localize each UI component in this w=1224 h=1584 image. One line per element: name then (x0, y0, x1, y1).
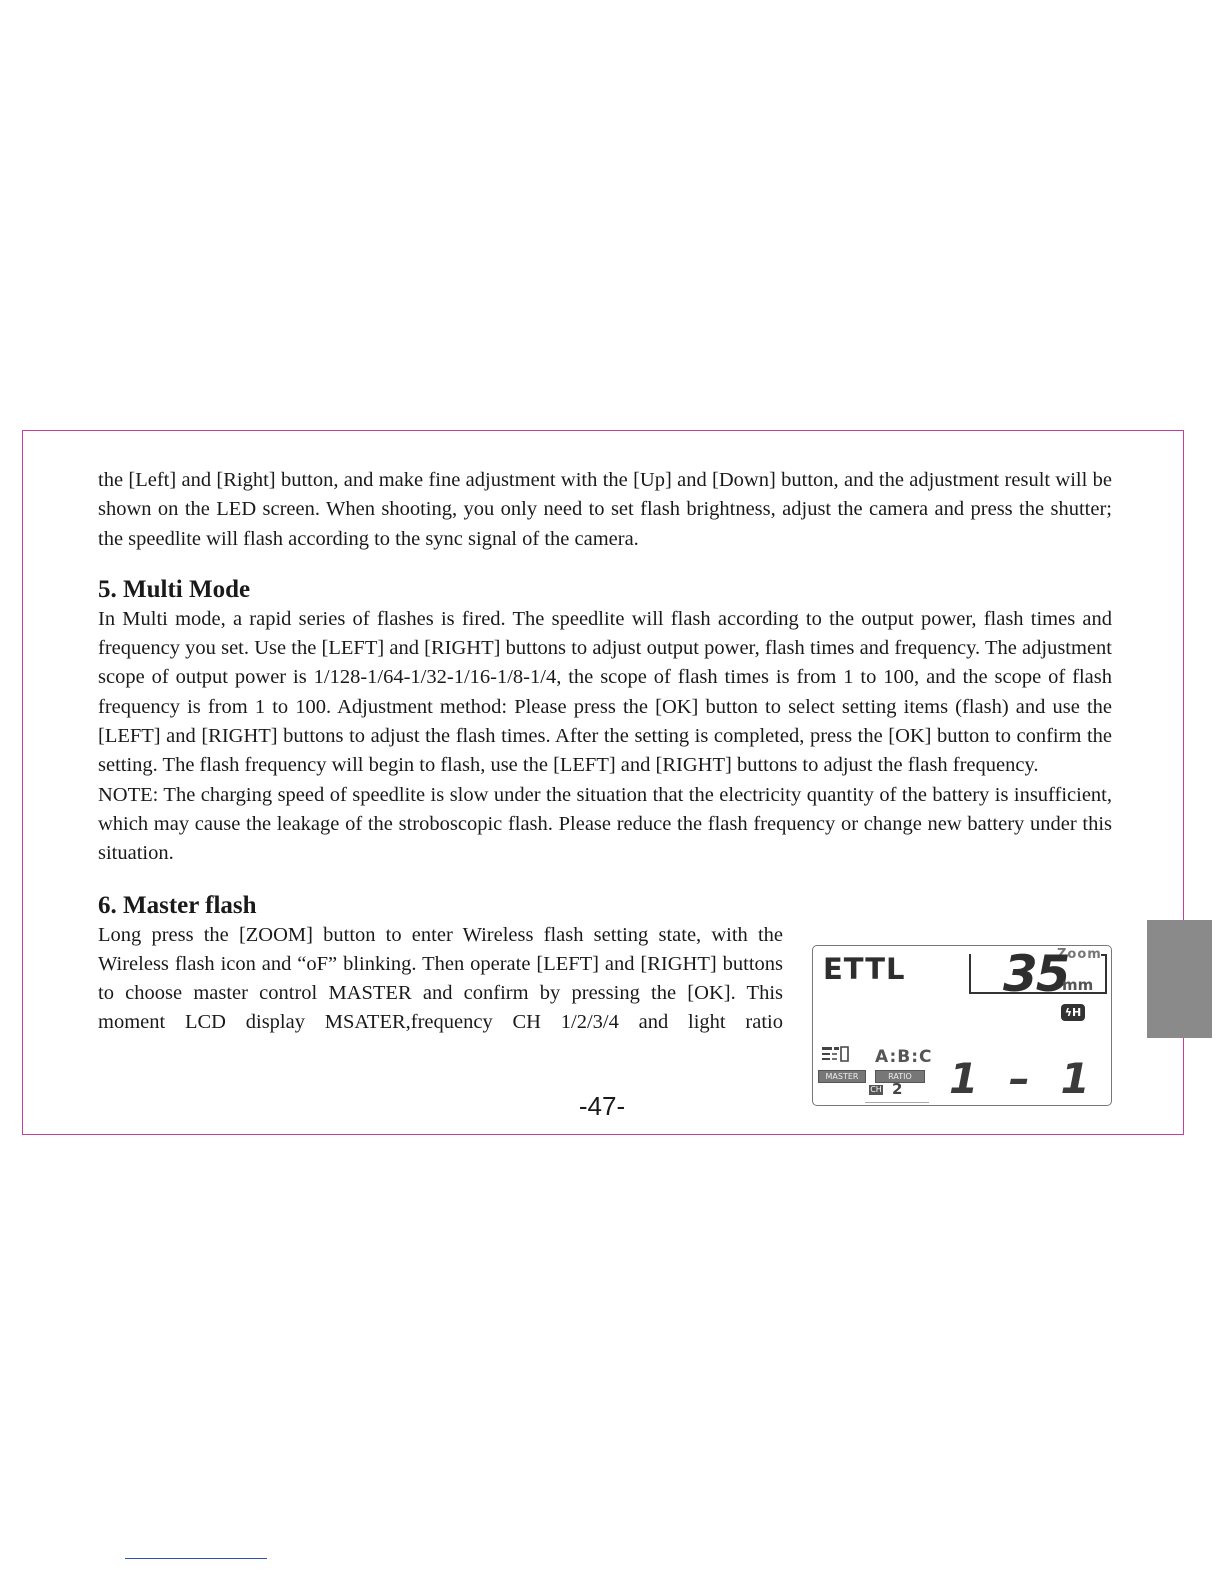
section-paragraph: Long press the [ZOOM] button to enter Wireless flash setting state, with the Wireless flash icon and “oF” blinking. Then operate [LEFT] and [RIGHT] buttons to choose master control MASTER and confirm by pressing the [OK]. This moment LCD display MSATER,frequency CH 1/2/3/4 and light ratio (98, 923, 783, 1034)
lcd-mode: ETTL (823, 952, 906, 986)
section-multi-mode (98, 575, 1112, 869)
section-paragraph: In Multi mode, a rapid series of flashes is fired. The speedlite will flash according to the output power, flash times and frequency you set. Use the [LEFT] and [RIGHT] buttons to adjust output power, flash times and frequency. The adjustment scope of output power is 1/128-1/64-1/32-1/16-1/8-1/4, the scope of flash times is from 1 to 100, and the scope of flash frequency is from 1 to 100. Adjustment method: Please press the [OK] button to select setting items (flash) and use the [LEFT] and [RIGHT] buttons to adjust the flash times. After the setting is completed, press the [OK] button to confirm the setting. The flash frequency will begin to flash, use the [LEFT] and [RIGHT] buttons to adjust the flash frequency. (98, 607, 1112, 777)
section-heading: 5. Multi Mode (98, 575, 251, 603)
lcd-ratio: A:B:C (875, 1047, 933, 1067)
lcd-master-tag: MASTER (818, 1070, 866, 1083)
lcd-channel-tag: CH (870, 1085, 882, 1094)
lcd-illustration (812, 945, 1112, 1106)
lcd-zoom-label: Zoom (1057, 947, 1102, 962)
note-paragraph: NOTE: The charging speed of speedlite is slow under the situation that the electricity quantity of the battery is insufficient, which may cause the leakage of the stroboscopic flash. Please reduce the flash frequency or change new battery under this situation. (98, 783, 1112, 865)
lcd-zoom-value: 35 (1003, 945, 1069, 1003)
hss-icon: ϟH (1061, 1004, 1085, 1021)
page-number: -47- (578, 1091, 626, 1121)
lcd-zoom-unit: mm (1062, 976, 1094, 994)
lcd-divider (865, 1102, 929, 1103)
lcd-zoom-bracket-right (1101, 954, 1107, 994)
section-heading: 6. Master flash (98, 891, 257, 919)
bottom-rule (125, 1558, 267, 1559)
intro-paragraph: the [Left] and [Right] button, and make fine adjustment with the [Up] and [Down] button, and the adjustment result will be shown on the LED screen. When shooting, you only need to set flash brightness, adjust the camera and press the shutter; the speedlite will flash according to the sync signal of the camera. (98, 469, 1112, 550)
lcd-group-value: 1 – 1 (949, 1054, 1098, 1103)
section-master-flash (98, 891, 783, 1038)
wireless-flash-icon (821, 1046, 849, 1062)
lcd-channel-value: 2 (892, 1080, 903, 1098)
lcd-ratio-tag: RATIO (875, 1070, 925, 1083)
side-tab-marker (1147, 920, 1212, 1038)
